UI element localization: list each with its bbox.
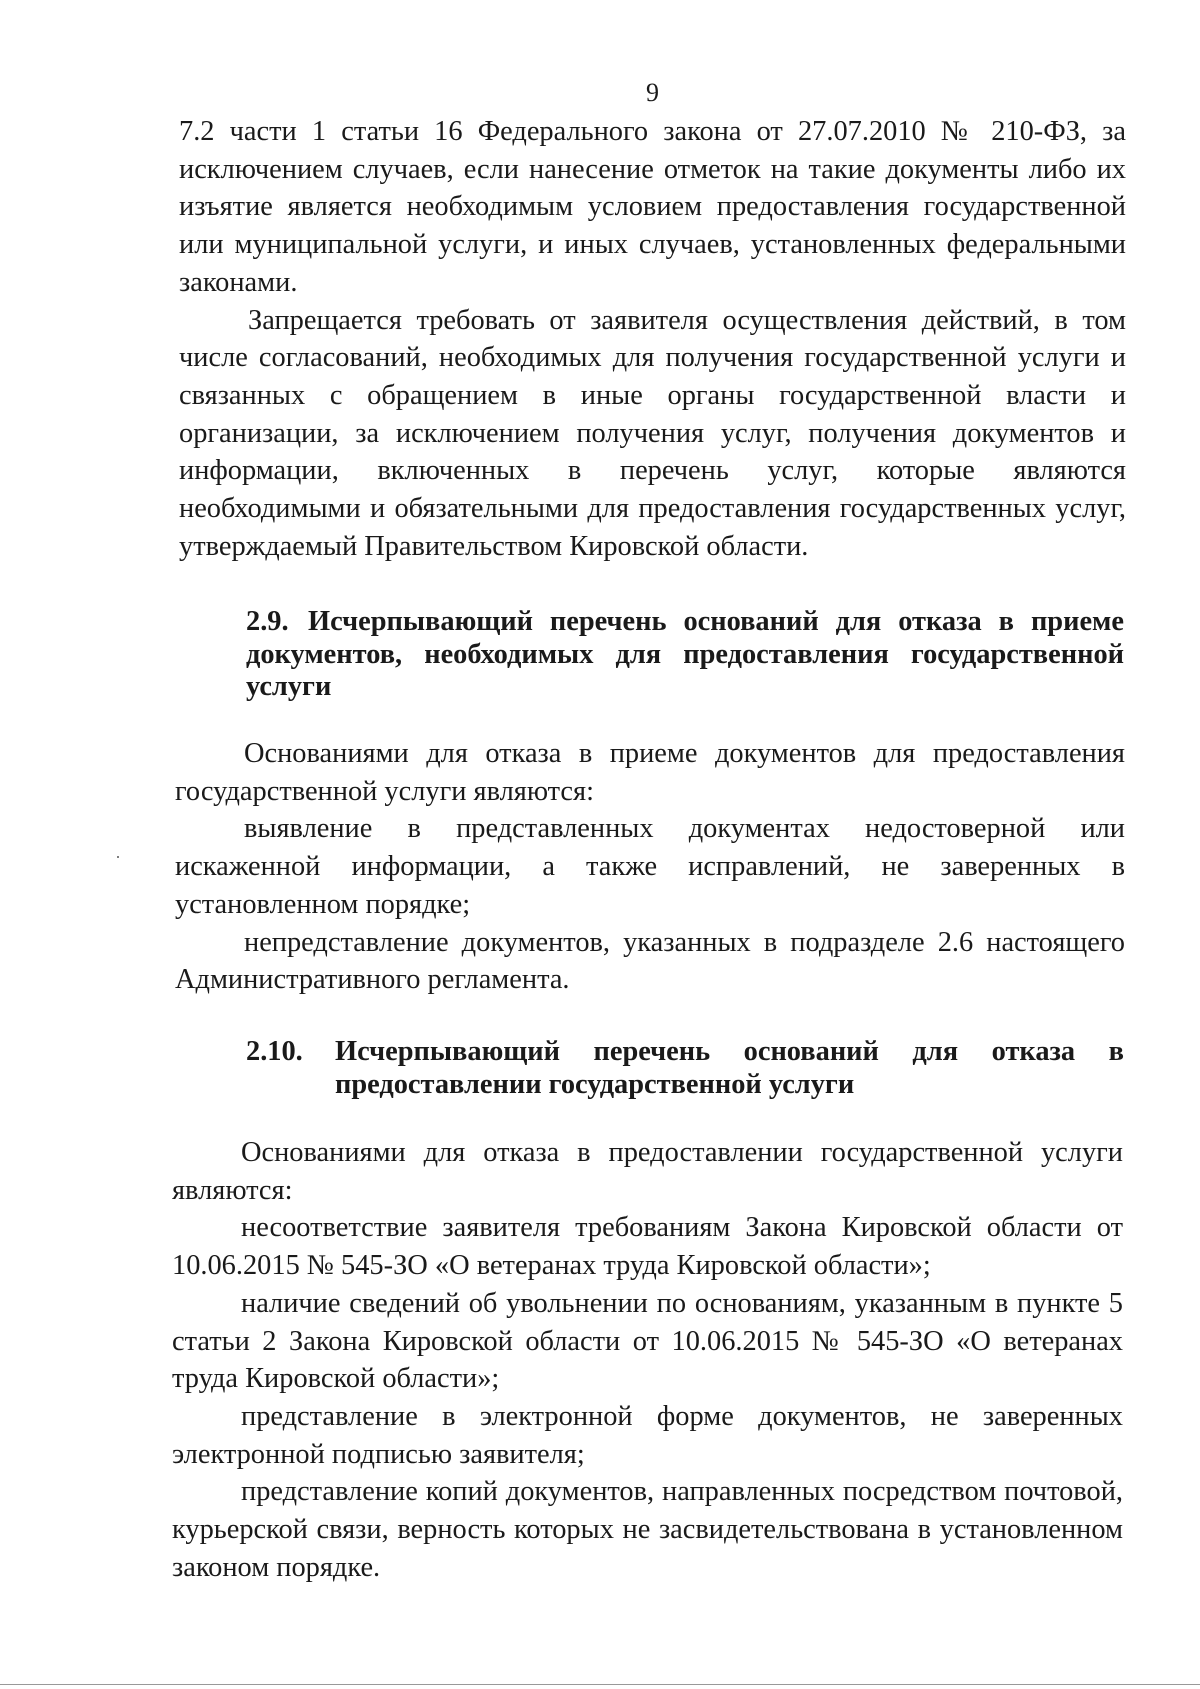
section-heading-2-9 [246, 606, 1124, 704]
paragraph: представление копий документов, направленных посредством почтовой, курьерской связи, верность которых не засвидетельствована в установленном законом порядке. [172, 1476, 1123, 1583]
section-2-9-body [175, 735, 1125, 999]
paragraph: представление в электронной форме документов, не заверенных электронной подписью заявителя; [172, 1400, 1123, 1470]
paragraph: непредставление документов, указанных в подразделе 2.6 настоящего Административного регламента. [175, 926, 1125, 996]
section-title: Исчерпывающий перечень оснований для отказа в предоставлении государственной услуги [335, 1036, 1124, 1100]
section-heading-2-10 [246, 1036, 1124, 1101]
section-2-10-body [172, 1134, 1123, 1586]
page-number: 9 [646, 78, 659, 107]
paragraph: наличие сведений об увольнении по основаниям, указанным в пункте 5 статьи 2 Закона Кировской области от 10.06.2015 № 545-ЗО «О ветеранах труда Кировской области»; [172, 1287, 1123, 1395]
paragraph: выявление в представленных документах недостоверной или искаженной информации, а также исправлений, не заверенных в установленном порядке; [175, 813, 1125, 920]
paragraph: Основаниями для отказа в приеме документов для предоставления государственной услуги являются: [175, 738, 1125, 807]
paragraph: несоответствие заявителя требованиям Закона Кировской области от 10.06.2015 № 545-ЗО «О ветеранах труда Кировской области»; [172, 1212, 1123, 1282]
paragraph: Основаниями для отказа в предоставлении государственной услуги являются: [172, 1137, 1123, 1206]
section-number: 2.9. [246, 606, 289, 637]
paragraph: Запрещается требовать от заявителя осуществления действий, в том числе согласований, необходимых для получения государственной услуги и связанных с обращением в иные органы государственной власти и организации, за исключением получения услуг, получения документов и информации, включенных в перечень услуг, которые являются необходимыми и обязательными для предоставления государственных услуг, утверждаемый Правительством Кировской области. [179, 304, 1126, 562]
section-number: 2.10. [246, 1036, 303, 1067]
scan-edge-line [0, 1684, 1200, 1685]
paragraph: 7.2 части 1 статьи 16 Федерального закона от 27.07.2010 № 210-ФЗ, за исключением случаев, если нанесение отметок на такие документы либо их изъятие является необходимым условием предоставления государственной или муниципальной услуги, и иных случаев, установленных федеральными законами. [179, 116, 1126, 298]
section-title: Исчерпывающий перечень оснований для отказа в приеме документов, необходимых для предоставления государственной услуги [246, 606, 1124, 702]
intro-text-block [179, 113, 1126, 565]
scan-speck [117, 856, 119, 858]
